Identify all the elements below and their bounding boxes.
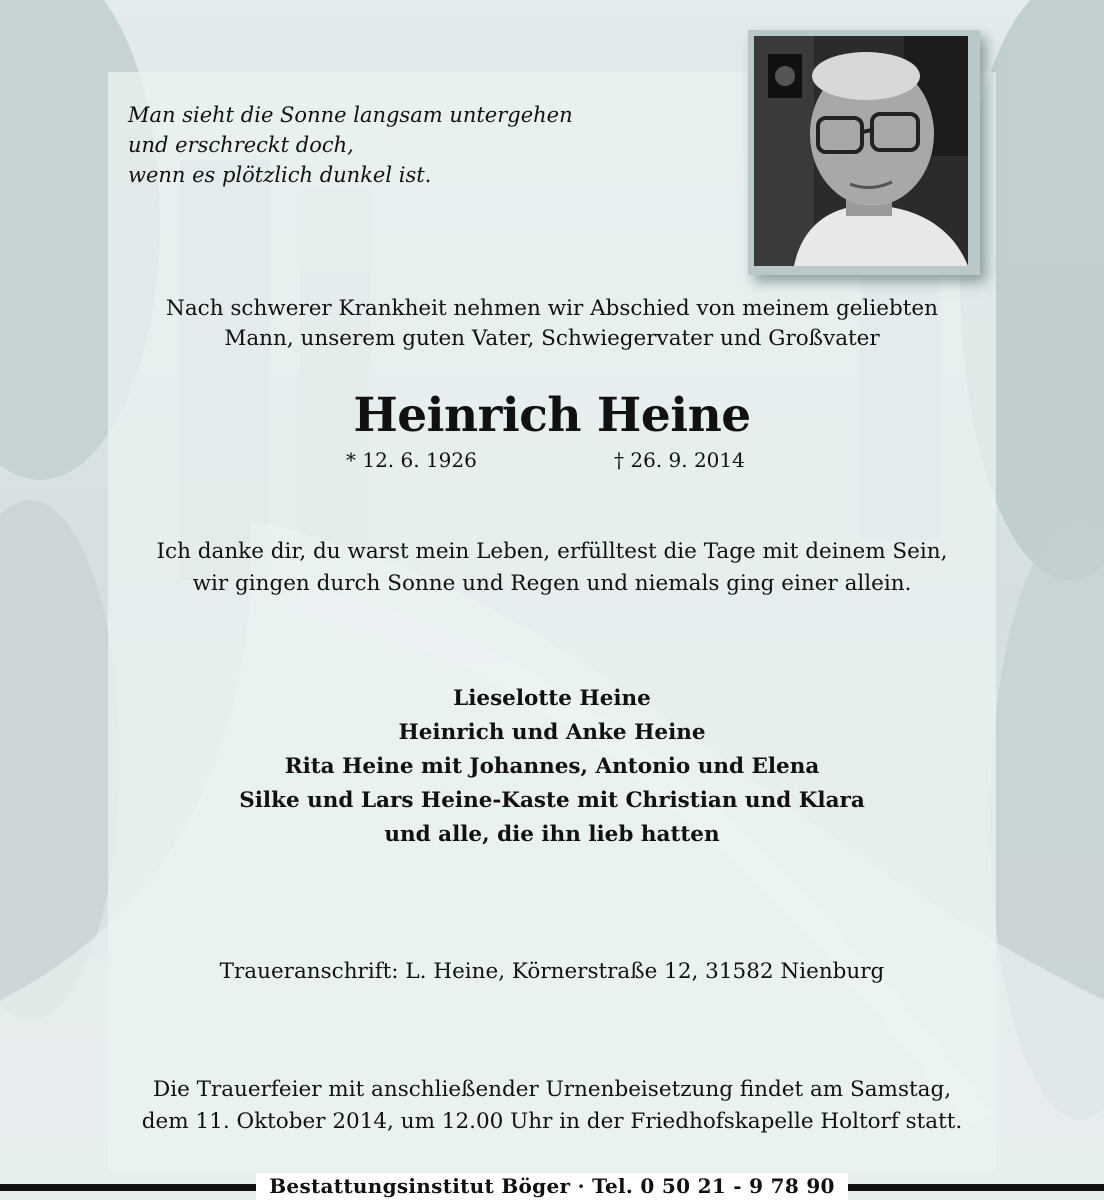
mourners-list [108,682,996,852]
verse-line: wir gingen durch Sonne und Regen und niemals ging einer allein. [192,571,912,596]
mourner-line: Lieselotte Heine [453,686,651,711]
quote-line: wenn es plötzlich dunkel ist. [128,163,432,187]
service-line: Die Trauerfeier mit anschließender Urnenbeisetzung findet am Samstag, [152,1077,952,1102]
opening-quote [128,100,688,190]
intro-line: Nach schwerer Krankheit nehmen wir Abschied von meinem geliebten [166,296,938,321]
portrait-frame [748,30,980,275]
memorial-verse [108,536,996,600]
portrait-photo [754,36,968,266]
quote-line: Man sieht die Sonne langsam untergehen [128,103,573,127]
birth-date: * 12. 6. 1926 [346,448,477,472]
intro-text [108,294,996,354]
mourner-line: Heinrich und Anke Heine [398,720,706,745]
service-line: dem 11. Oktober 2014, um 12.00 Uhr in der Friedhofskapelle Holtorf statt. [141,1109,963,1134]
death-date: † 26. 9. 2014 [614,448,745,472]
mourner-line: und alle, die ihn lieb hatten [384,822,720,847]
verse-line: Ich danke dir, du warst mein Leben, erfülltest die Tage mit deinem Sein, [156,539,948,564]
mourner-line: Silke und Lars Heine-Kaste mit Christian und Klara [239,788,865,813]
funeral-home-footer: Bestattungsinstitut Böger · Tel. 0 50 21 - 9 78 90 [256,1173,848,1200]
mourner-line: Rita Heine mit Johannes, Antonio und Elena [284,754,820,779]
deceased-name: Heinrich Heine [353,388,751,443]
funeral-service-info [108,1074,996,1138]
quote-line: und erschreckt doch, [128,133,354,157]
intro-line: Mann, unserem guten Vater, Schwiegervater und Großvater [224,326,880,351]
mourning-address: Traueranschrift: L. Heine, Körnerstraße 12, 31582 Nienburg [219,959,885,984]
